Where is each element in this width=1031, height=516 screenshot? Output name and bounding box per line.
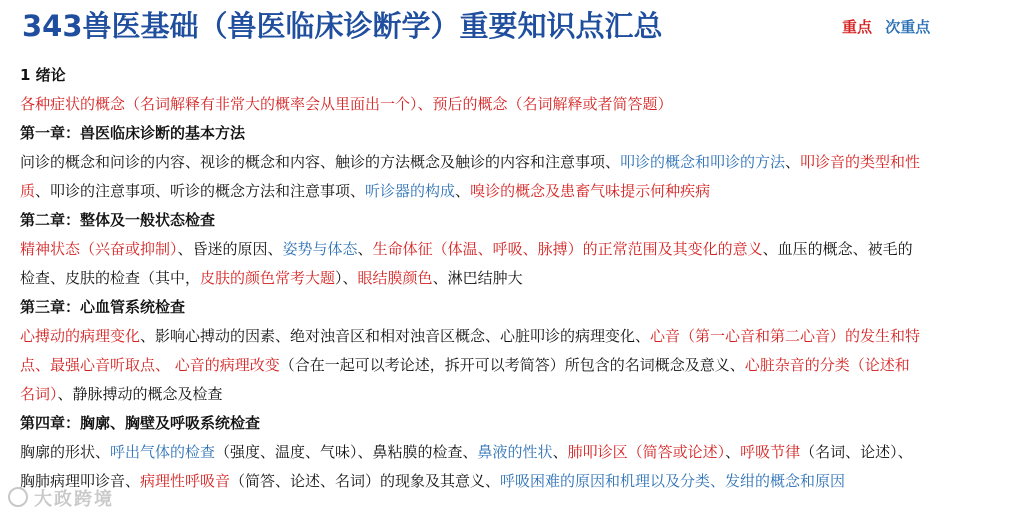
content-line [20, 90, 1012, 119]
plain-text: 、昏迷的原因、 [177, 240, 283, 258]
key-point-text: 呼吸节律 [740, 443, 801, 461]
plain-text: 、 [455, 182, 471, 200]
watermark-logo-icon [8, 487, 28, 507]
secondary-point-text: 呼出气体的检查 [110, 443, 216, 461]
content-line [20, 380, 1012, 409]
key-point-text: 各种症状的概念（名词解释有非常大的概率会从里面出一个）、预后的概念（名词解释或者简答题） [20, 95, 673, 113]
secondary-point-text: 听诊器的构成 [365, 182, 456, 200]
secondary-point-text: 鼻液的性状 [477, 443, 553, 461]
key-point-text: 心音（第一心音和第二心音）的发生和特 [650, 327, 921, 345]
key-point-text: 皮肤的颜色常考大题 [200, 269, 336, 287]
content-line [20, 148, 1012, 177]
key-point-text: 嗅诊的概念及患畜气味提示何种疾病 [470, 182, 711, 200]
legend-key-point: 重点 [842, 18, 873, 36]
legend-secondary-point: 次重点 [885, 18, 931, 36]
plain-text: 、静脉搏动的概念及检查 [57, 385, 223, 403]
plain-text: 、叩诊的注意事项、听诊的概念方法和注意事项、 [35, 182, 366, 200]
content-line [20, 322, 1012, 351]
key-point-text: 肺叩诊区（简答或论述） [567, 443, 726, 461]
plain-text: ）、 [335, 269, 358, 287]
plain-text: （强度、温度、气味）、鼻粘膜的检查、 [215, 443, 478, 461]
secondary-point-text: 叩诊的概念和叩诊的方法 [620, 153, 786, 171]
section-heading: 第三章：心血管系统检查 [20, 298, 186, 316]
plain-text: 、 [552, 443, 568, 461]
key-point-text: 心脏杂音的分类（论述和 [744, 356, 910, 374]
section-heading: 第一章：兽医临床诊断的基本方法 [20, 124, 246, 142]
plain-text: （名词、论述）、 [800, 443, 913, 461]
key-point-text: 心搏动的病理变化 [20, 327, 141, 345]
plain-text: 胸肺病理叩诊音、 [20, 472, 141, 490]
watermark [8, 485, 114, 511]
content-line [20, 264, 1012, 293]
content-line [20, 351, 1012, 380]
key-point-text: 病理性呼吸音 [140, 472, 231, 490]
section-heading: 第二章：整体及一般状态检查 [20, 211, 216, 229]
key-point-text: 质 [20, 182, 36, 200]
content-line [20, 235, 1012, 264]
knowledge-list [20, 61, 1012, 496]
key-point-text: 叩诊音的类型和性 [800, 153, 921, 171]
content-line [20, 438, 1012, 467]
plain-text: 、 [725, 443, 741, 461]
content-line [20, 177, 1012, 206]
section-heading: 1 绪论 [20, 66, 66, 84]
plain-text: 、血压的概念、被毛的 [762, 240, 913, 258]
plain-text: 、 [785, 153, 801, 171]
section-heading: 第四章：胸廓、胸壁及呼吸系统检查 [20, 414, 261, 432]
plain-text: （简答、论述、名词）的现象及其意义、 [230, 472, 501, 490]
plain-text: （合在一起可以考论述，拆开可以考简答）所包含的名词概念及意义、 [279, 356, 745, 374]
secondary-point-text: 姿势与体态 [282, 240, 358, 258]
plain-text: 、淋巴结肿大 [432, 269, 523, 287]
color-legend [842, 16, 930, 37]
key-point-text: 精神状态（兴奋或抑制） [20, 240, 178, 258]
content-line [20, 467, 1012, 496]
secondary-point-text: 呼吸困难的原因和机理以及分类、发绀的概念和原因 [500, 472, 846, 490]
plain-text: 问诊的概念和问诊的内容、视诊的概念和内容、触诊的方法概念及触诊的内容和注意事项、 [20, 153, 621, 171]
plain-text: 检查、皮肤的检查（其中， [20, 269, 201, 287]
key-point-text: 名词） [20, 385, 58, 403]
plain-text: 、 [357, 240, 373, 258]
watermark-text: 大政跨境 [34, 489, 114, 510]
page-title: 343兽医基础（兽医临床诊断学）重要知识点汇总 [22, 9, 663, 43]
plain-text: 胸廓的形状、 [20, 443, 111, 461]
page-header [22, 6, 1011, 50]
plain-text: 、影响心搏动的因素、绝对浊音区和相对浊音区概念、心脏叩诊的病理变化、 [140, 327, 651, 345]
key-point-text: 生命体征（体温、呼吸、脉搏）的正常范围及其变化的意义 [372, 240, 763, 258]
key-point-text: 点、最强心音听取点、 心音的病理改变 [20, 356, 280, 374]
key-point-text: 眼结膜颜色 [357, 269, 433, 287]
